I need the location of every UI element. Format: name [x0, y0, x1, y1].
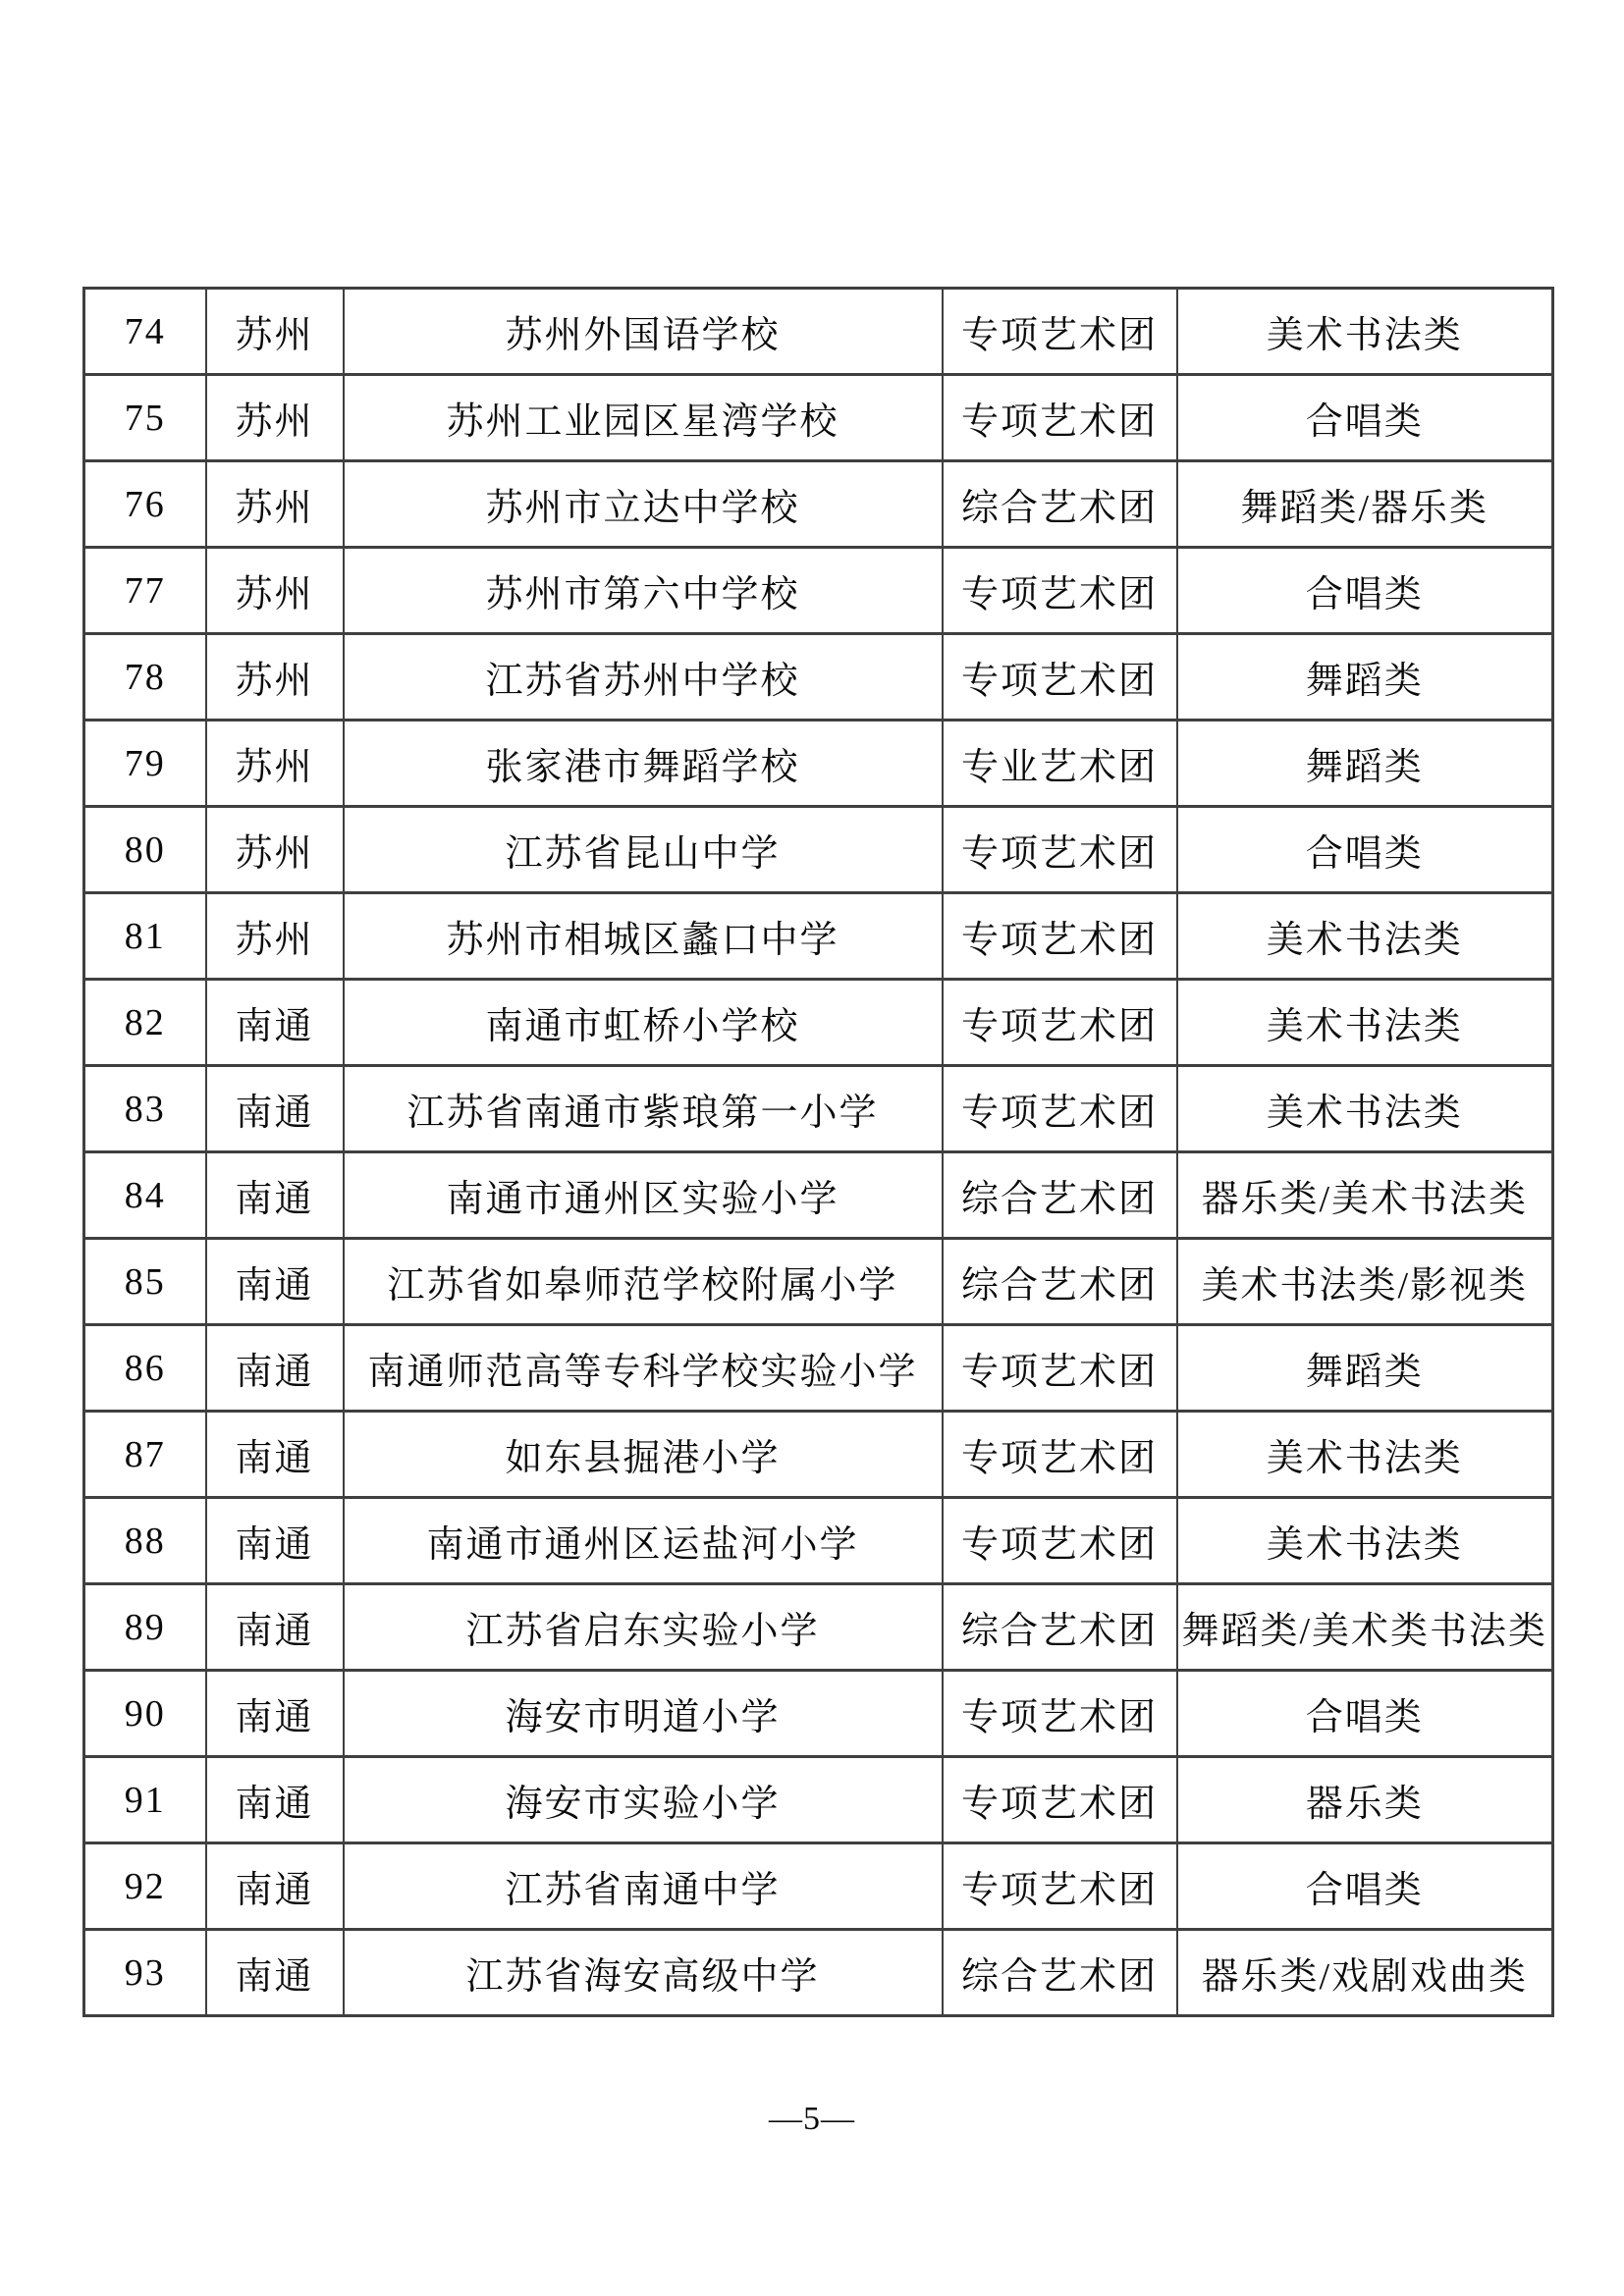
cell-school-name: 苏州市相城区蠡口中学 [344, 893, 943, 980]
table-row [84, 461, 1553, 548]
cell-serial-number: 78 [84, 634, 206, 721]
cell-school-name: 南通市通州区运盐河小学 [344, 1498, 943, 1584]
table-row [84, 1843, 1553, 1930]
cell-school-name: 江苏省南通市紫琅第一小学 [344, 1066, 943, 1152]
cell-school-name: 张家港市舞蹈学校 [344, 721, 943, 807]
cell-city: 苏州 [206, 721, 344, 807]
cell-school-name: 海安市实验小学 [344, 1757, 943, 1843]
cell-city: 南通 [206, 1066, 344, 1152]
cell-serial-number: 87 [84, 1412, 206, 1498]
cell-category: 舞蹈类 [1177, 634, 1553, 721]
cell-city: 苏州 [206, 548, 344, 634]
page-number: —5— [769, 2101, 855, 2137]
cell-city: 南通 [206, 1584, 344, 1671]
cell-serial-number: 90 [84, 1671, 206, 1757]
cell-serial-number: 84 [84, 1152, 206, 1239]
table-row [84, 1066, 1553, 1152]
cell-school-name: 江苏省启东实验小学 [344, 1584, 943, 1671]
cell-city: 苏州 [206, 375, 344, 461]
cell-category: 合唱类 [1177, 1671, 1553, 1757]
cell-category: 合唱类 [1177, 807, 1553, 893]
cell-city: 南通 [206, 1843, 344, 1930]
cell-category: 合唱类 [1177, 375, 1553, 461]
cell-serial-number: 82 [84, 980, 206, 1066]
table-row [84, 548, 1553, 634]
cell-troupe-type: 综合艺术团 [943, 461, 1177, 548]
cell-category: 舞蹈类/器乐类 [1177, 461, 1553, 548]
cell-city: 南通 [206, 1757, 344, 1843]
cell-serial-number: 79 [84, 721, 206, 807]
table-row [84, 721, 1553, 807]
cell-troupe-type: 专项艺术团 [943, 1843, 1177, 1930]
cell-troupe-type: 专项艺术团 [943, 980, 1177, 1066]
table-row [84, 634, 1553, 721]
table-row [84, 1671, 1553, 1757]
cell-school-name: 江苏省如皋师范学校附属小学 [344, 1239, 943, 1325]
table-row [84, 1584, 1553, 1671]
cell-serial-number: 76 [84, 461, 206, 548]
table-row [84, 893, 1553, 980]
art-troupe-roster-table [82, 287, 1554, 2017]
table-row [84, 807, 1553, 893]
table-row [84, 1930, 1553, 2016]
cell-category: 合唱类 [1177, 1843, 1553, 1930]
cell-city: 苏州 [206, 807, 344, 893]
cell-troupe-type: 专项艺术团 [943, 1757, 1177, 1843]
cell-city: 苏州 [206, 461, 344, 548]
cell-category: 美术书法类 [1177, 289, 1553, 375]
cell-troupe-type: 专项艺术团 [943, 1412, 1177, 1498]
cell-troupe-type: 专项艺术团 [943, 289, 1177, 375]
cell-troupe-type: 专项艺术团 [943, 807, 1177, 893]
cell-troupe-type: 专项艺术团 [943, 1498, 1177, 1584]
cell-troupe-type: 专项艺术团 [943, 1671, 1177, 1757]
cell-school-name: 江苏省海安高级中学 [344, 1930, 943, 2016]
cell-school-name: 南通市虹桥小学校 [344, 980, 943, 1066]
table-row [84, 1152, 1553, 1239]
cell-serial-number: 83 [84, 1066, 206, 1152]
cell-city: 南通 [206, 1498, 344, 1584]
cell-troupe-type: 专项艺术团 [943, 893, 1177, 980]
cell-category: 美术书法类 [1177, 893, 1553, 980]
cell-serial-number: 74 [84, 289, 206, 375]
cell-troupe-type: 综合艺术团 [943, 1930, 1177, 2016]
cell-school-name: 海安市明道小学 [344, 1671, 943, 1757]
cell-troupe-type: 专项艺术团 [943, 634, 1177, 721]
cell-category: 美术书法类/影视类 [1177, 1239, 1553, 1325]
cell-troupe-type: 综合艺术团 [943, 1152, 1177, 1239]
cell-school-name: 江苏省苏州中学校 [344, 634, 943, 721]
cell-city: 南通 [206, 1671, 344, 1757]
cell-category: 美术书法类 [1177, 1066, 1553, 1152]
cell-school-name: 苏州外国语学校 [344, 289, 943, 375]
cell-category: 器乐类/戏剧戏曲类 [1177, 1930, 1553, 2016]
cell-serial-number: 91 [84, 1757, 206, 1843]
cell-city: 南通 [206, 1325, 344, 1412]
cell-category: 舞蹈类 [1177, 1325, 1553, 1412]
cell-serial-number: 85 [84, 1239, 206, 1325]
cell-troupe-type: 专项艺术团 [943, 1325, 1177, 1412]
cell-troupe-type: 专项艺术团 [943, 548, 1177, 634]
cell-school-name: 如东县掘港小学 [344, 1412, 943, 1498]
cell-school-name: 江苏省南通中学 [344, 1843, 943, 1930]
cell-serial-number: 88 [84, 1498, 206, 1584]
cell-school-name: 苏州市立达中学校 [344, 461, 943, 548]
cell-school-name: 苏州工业园区星湾学校 [344, 375, 943, 461]
table-row [84, 1325, 1553, 1412]
cell-city: 南通 [206, 1152, 344, 1239]
cell-serial-number: 89 [84, 1584, 206, 1671]
cell-city: 南通 [206, 1239, 344, 1325]
table-row [84, 1239, 1553, 1325]
cell-troupe-type: 综合艺术团 [943, 1584, 1177, 1671]
cell-category: 舞蹈类/美术类书法类 [1177, 1584, 1553, 1671]
cell-city: 苏州 [206, 893, 344, 980]
cell-serial-number: 80 [84, 807, 206, 893]
cell-school-name: 南通师范高等专科学校实验小学 [344, 1325, 943, 1412]
cell-city: 苏州 [206, 289, 344, 375]
cell-troupe-type: 专项艺术团 [943, 1066, 1177, 1152]
cell-school-name: 苏州市第六中学校 [344, 548, 943, 634]
table-row [84, 289, 1553, 375]
cell-serial-number: 92 [84, 1843, 206, 1930]
table-row [84, 1498, 1553, 1584]
table-row [84, 1757, 1553, 1843]
cell-serial-number: 81 [84, 893, 206, 980]
cell-school-name: 江苏省昆山中学 [344, 807, 943, 893]
cell-category: 器乐类 [1177, 1757, 1553, 1843]
table-row [84, 980, 1553, 1066]
cell-city: 南通 [206, 1930, 344, 2016]
cell-category: 器乐类/美术书法类 [1177, 1152, 1553, 1239]
cell-serial-number: 77 [84, 548, 206, 634]
cell-serial-number: 86 [84, 1325, 206, 1412]
cell-city: 苏州 [206, 634, 344, 721]
table-row [84, 1412, 1553, 1498]
cell-troupe-type: 专项艺术团 [943, 375, 1177, 461]
cell-serial-number: 93 [84, 1930, 206, 2016]
cell-troupe-type: 综合艺术团 [943, 1239, 1177, 1325]
cell-category: 合唱类 [1177, 548, 1553, 634]
cell-troupe-type: 专业艺术团 [943, 721, 1177, 807]
cell-school-name: 南通市通州区实验小学 [344, 1152, 943, 1239]
cell-category: 美术书法类 [1177, 980, 1553, 1066]
cell-serial-number: 75 [84, 375, 206, 461]
cell-category: 美术书法类 [1177, 1412, 1553, 1498]
cell-category: 美术书法类 [1177, 1498, 1553, 1584]
cell-city: 南通 [206, 980, 344, 1066]
cell-city: 南通 [206, 1412, 344, 1498]
table-row [84, 375, 1553, 461]
cell-category: 舞蹈类 [1177, 721, 1553, 807]
